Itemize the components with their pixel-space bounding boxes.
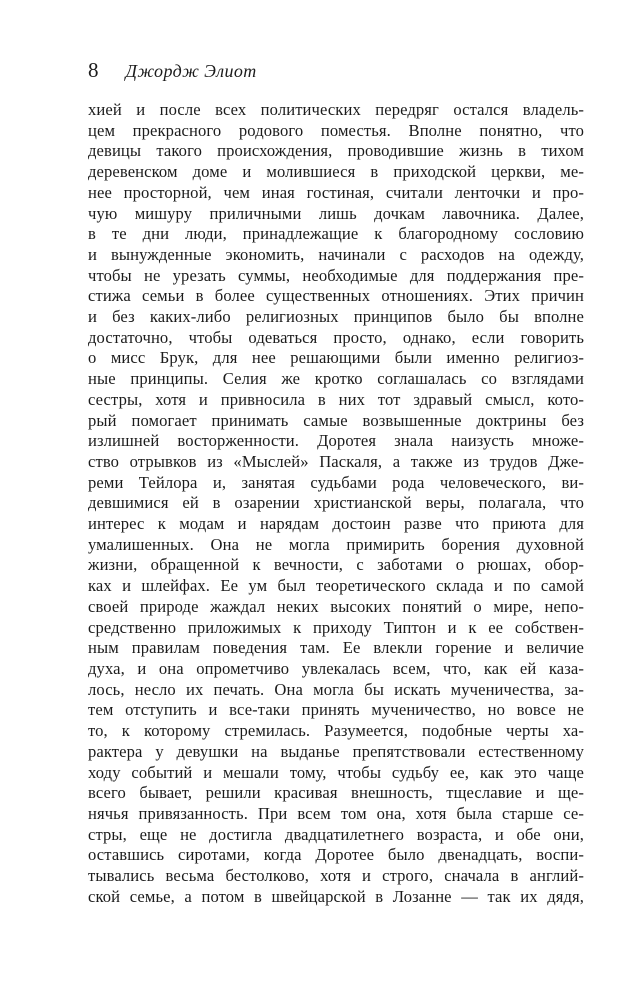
- text-line: чую мишуру приличными лишь дочкам лавочника. Далее,: [88, 203, 584, 223]
- page-number: 8: [88, 58, 99, 82]
- text-line: ство отрывков из «Мыслей» Паскаля, а также из трудов Дже-: [88, 451, 584, 471]
- text-line: стижа семьи в более существенных отношениях. Этих причин: [88, 286, 584, 306]
- text-line: умалишенных. Она не могла примирить борения духовной: [88, 534, 584, 554]
- text-line: то, к которому стремилась. Разумеется, подобные черты ха-: [88, 721, 584, 741]
- text-line: рый помогает принимать самые возвышенные доктрины без: [88, 410, 584, 430]
- text-line: нее просторной, чем иная гостиная, считали ленточки и про-: [88, 182, 584, 202]
- text-line: девшимися ей в озарении христианской веры, полагала, что: [88, 493, 584, 513]
- text-line: реми Тейлора и, занятая судьбами рода человеческого, ви-: [88, 472, 584, 492]
- text-line: и без каких-либо религиозных принципов было бы вполне: [88, 307, 584, 327]
- running-title: Джордж Элиот: [125, 61, 257, 81]
- text-line: рактера у девушки на выданье препятствовали естественному: [88, 741, 584, 761]
- text-line: нячья привязанность. При всем том она, хотя была старше се-: [88, 803, 584, 823]
- text-line: всего бывает, решили красивая внешность, тщеславие и ще-: [88, 783, 584, 803]
- text-line: достаточно, чтобы одеваться просто, однако, если говорить: [88, 327, 584, 347]
- text-line: ным правилам поведения там. Ее влекли горение и величие: [88, 638, 584, 658]
- text-line: ках и шлейфах. Ее ум был теоретического склада и по самой: [88, 576, 584, 596]
- text-line: и вынужденные экономить, начинали с расходов на одежду,: [88, 244, 584, 264]
- text-line: оставшись сиротами, когда Доротее было двенадцать, воспи-: [88, 845, 584, 865]
- text-line: интерес к модам и нарядам достоин разве что приюта для: [88, 514, 584, 534]
- text-line: ской семье, а потом в швейцарской в Лозанне — так их дядя,: [88, 886, 584, 906]
- body-text: [88, 100, 584, 907]
- text-line: чтобы не урезать суммы, необходимые для поддержания пре-: [88, 265, 584, 285]
- text-line: излишней восторженности. Доротея знала наизусть множе-: [88, 431, 584, 451]
- text-line: стры, еще не достигла двадцатилетнего возраста, и обе они,: [88, 824, 584, 844]
- text-line: сестры, хотя и привносила в них тот здравый смысл, кото-: [88, 389, 584, 409]
- text-line: деревенском доме и молившиеся в приходской церкви, ме-: [88, 162, 584, 182]
- text-line: о мисс Брук, для нее решающими были именно религиоз-: [88, 348, 584, 368]
- text-line: жизни, обращенной к вечности, с заботами о рюшах, обор-: [88, 555, 584, 575]
- text-line: в те дни люди, принадлежащие к благородному сословию: [88, 224, 584, 244]
- text-line: ходу событий и мешали тому, чтобы судьбу ее, как это чаще: [88, 762, 584, 782]
- text-line: ные принципы. Селия же кротко соглашалась со взглядами: [88, 369, 584, 389]
- text-line: духа, и она опрометчиво увлекалась всем, что, как ей каза-: [88, 658, 584, 678]
- text-line: лось, несло их печать. Она могла бы искать мученичества, за-: [88, 679, 584, 699]
- text-line: средственно приложимых к приходу Типтон и к ее собствен-: [88, 617, 584, 637]
- page-header: [88, 58, 257, 83]
- text-line: хией и после всех политических передряг остался владель-: [88, 100, 584, 119]
- text-line: девицы такого происхождения, проводившие жизнь в тихом: [88, 141, 584, 161]
- text-line: тывались весьма бестолково, хотя и строго, сначала в англий-: [88, 866, 584, 886]
- text-line: своей природе жаждал неких высоких понятий о мире, непо-: [88, 596, 584, 616]
- text-line: цем прекрасного родового поместья. Вполне понятно, что: [88, 120, 584, 140]
- text-line: тем отступить и все-таки принять мученичество, но вовсе не: [88, 700, 584, 720]
